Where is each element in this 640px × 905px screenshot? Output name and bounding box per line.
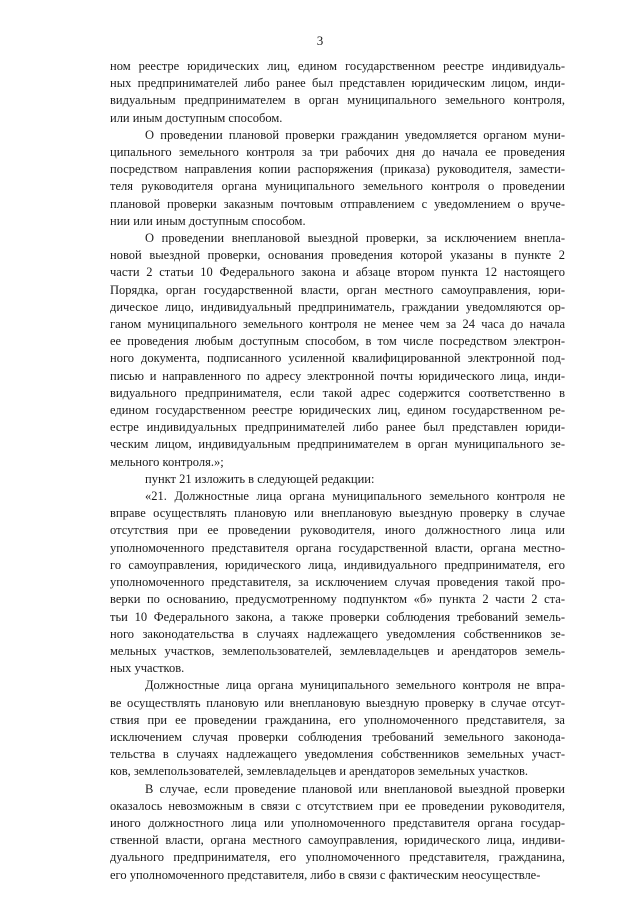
text-line: его уполномоченного представителя, либо в связи с фактическим неосуществле- bbox=[110, 867, 541, 882]
paragraph bbox=[110, 488, 565, 677]
text-line: ципального земельного контроля за три рабочих дня до начала ее проведения bbox=[110, 145, 565, 160]
text-line: части 2 статьи 10 Федерального закона и абзаце втором пункта 12 настоящего bbox=[110, 265, 565, 280]
text-line: плановой проверки заказным почтовым отправлением с уведомлением о вруче- bbox=[110, 196, 565, 211]
text-line: посредством направления копии распоряжения (приказа) руководителя, замести- bbox=[110, 162, 565, 177]
text-line: или иным доступным способом. bbox=[110, 110, 283, 125]
text-line: уполномоченного представителя, за исключением случая проведения такой про- bbox=[110, 575, 565, 590]
text-line: Порядка, орган государственной власти, орган местного самоуправления, юри- bbox=[110, 282, 565, 297]
paragraph bbox=[110, 58, 565, 127]
text-line: ее проведения любым доступным способом, в том числе посредством электрон- bbox=[110, 334, 565, 349]
text-line: О проведении плановой проверки гражданин уведомляется органом муни- bbox=[145, 127, 565, 142]
text-line: Должностные лица органа муниципального земельного контроля не впра- bbox=[145, 678, 565, 693]
text-line: ном реестре юридических лиц, едином государственном реестре индивидуаль- bbox=[110, 59, 565, 73]
text-line: исключением случая проверки соблюдения требований земельного законода- bbox=[110, 729, 565, 744]
text-line: ков, землепользователей, землевладельцев и арендаторов земельных участков. bbox=[110, 764, 529, 779]
paragraph bbox=[110, 127, 565, 230]
paragraph bbox=[110, 677, 565, 780]
text-line: теля руководителя органа муниципального земельного контроля о проведении bbox=[110, 179, 565, 194]
page-number: 3 bbox=[316, 33, 324, 48]
text-line: новой выездной проверки, основания проведения которой указаны в пункте 2 bbox=[110, 248, 565, 263]
text-line: едином государственном реестре юридических лиц, едином государственном ре- bbox=[110, 403, 565, 418]
text-line: дическое лицо, индивидуальный предприниматель, граждании уведомляются ор- bbox=[110, 299, 565, 314]
text-line: В случае, если проведение плановой или внеплановой выездной проверки bbox=[145, 781, 565, 796]
text-line: ческим лицом, индивидуальным предпринимателем в орган муниципального зе- bbox=[110, 437, 565, 452]
text-line: ных предпринимателей либо ранее был представлен юридическим лицом, инди- bbox=[110, 76, 565, 91]
text-line: пункт 21 изложить в следующей редакции: bbox=[145, 471, 375, 486]
text-line: тельства в случаях надлежащего уведомления собственников земельных участ- bbox=[110, 747, 565, 762]
text-line: О проведении внеплановой выездной проверки, за исключением внепла- bbox=[145, 231, 565, 246]
text-line: мельных участков, землепользователей, землевладельцев и арендаторов земель- bbox=[110, 643, 565, 658]
text-line: оказалось невозможным в связи с отсутствием при ее проведении руководителя, bbox=[110, 798, 565, 813]
document-body bbox=[110, 58, 565, 884]
text-line: ганом муниципального земельного контроля не менее чем за 24 часа до начала bbox=[110, 317, 565, 332]
text-line: естре индивидуальных предпринимателей либо ранее был представлен юриди- bbox=[110, 420, 565, 435]
text-line: писью и направленного по адресу электронной почты юридического лица, инди- bbox=[110, 368, 565, 383]
text-line: видуального предпринимателя, если такой адрес содержится соответственно в bbox=[110, 385, 565, 400]
text-line: ного документа, подписанного усиленной квалифицированной электронной под- bbox=[110, 351, 565, 366]
text-line: верки по основанию, предусмотренному подпунктом «б» пункта 2 части 2 ста- bbox=[110, 592, 565, 607]
text-line: ствия при ее проведении гражданина, его уполномоченного представителя, за bbox=[110, 712, 565, 727]
paragraph bbox=[110, 230, 565, 471]
paragraph bbox=[110, 471, 565, 488]
text-line: ве осуществлять плановую или внеплановую выездную проверку в случае отсут- bbox=[110, 695, 565, 710]
text-line: мельного контроля.»; bbox=[110, 454, 224, 469]
text-line: иного должностного лица или уполномоченного представителя органа государ- bbox=[110, 815, 565, 830]
text-line: нии или иным доступным способом. bbox=[110, 213, 306, 228]
text-line: вправе осуществлять плановую или внеплановую выездную проверку в случае bbox=[110, 506, 565, 521]
text-line: «21. Должностные лица органа муниципального земельного контроля не bbox=[145, 489, 565, 504]
text-line: отсутствия при ее проведении руководителя, иного должностного лица или bbox=[110, 523, 565, 538]
text-line: ных участков. bbox=[110, 661, 185, 676]
text-line: уполномоченного представителя органа государственной власти, органа местно- bbox=[110, 540, 565, 555]
text-line: тьи 10 Федерального закона, а также проверки соблюдения требований земель- bbox=[110, 609, 565, 624]
text-line: дуального предпринимателя, его уполномоченного представителя, гражданина, bbox=[110, 850, 565, 865]
text-line: ственной власти, органа местного самоуправления, юридического лица, индиви- bbox=[110, 833, 565, 848]
paragraph bbox=[110, 781, 565, 884]
text-line: го самоуправления, юридического лица, индивидуального предпринимателя, его bbox=[110, 557, 565, 572]
text-line: ного законодательства в случаях надлежащего уведомления собственников зе- bbox=[110, 626, 565, 641]
text-line: видуальным предпринимателем в орган муниципального земельного контроля, bbox=[110, 93, 565, 108]
